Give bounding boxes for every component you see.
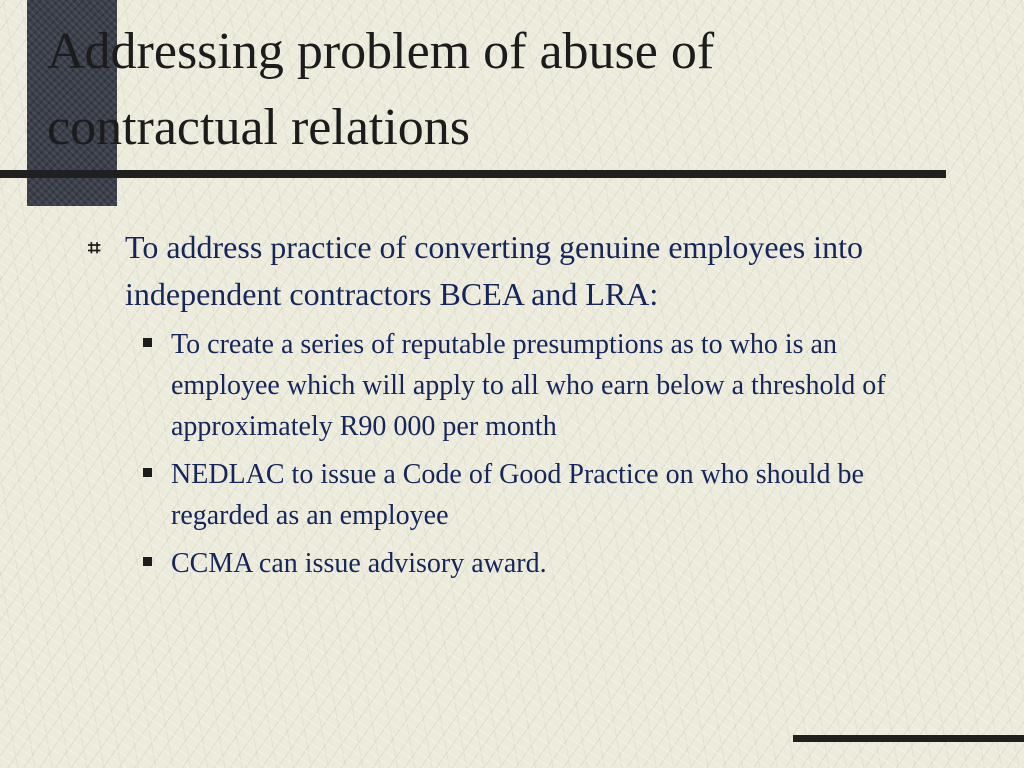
slide-title: Addressing problem of abuse of contractual relations (47, 23, 715, 156)
hash-bullet-icon: ⌗ (88, 236, 101, 261)
sub-bullet-text: CCMA can issue advisory award. (171, 548, 547, 579)
main-bullet (88, 224, 928, 318)
sub-bullet-text: NEDLAC to issue a Code of Good Practice on who should be regarded as an employee (171, 459, 864, 531)
square-bullet-icon (137, 324, 171, 364)
square-bullet-icon (137, 543, 171, 583)
sub-bullet (137, 454, 928, 536)
footer-divider (793, 735, 1024, 742)
square-bullet-icon (137, 454, 171, 494)
title-divider (0, 170, 946, 178)
sub-bullet-list (88, 324, 928, 584)
sub-bullet-text: To create a series of reputable presumptions as to who is an employee which will apply to all who earn below a threshold of approximately R90 000 per month (171, 329, 886, 442)
sub-bullet (137, 324, 928, 447)
main-bullet-text: To address practice of converting genuine employees into independent contractors BCEA and LRA: (125, 229, 863, 312)
sub-bullet (137, 543, 928, 584)
slide-content (88, 224, 928, 591)
